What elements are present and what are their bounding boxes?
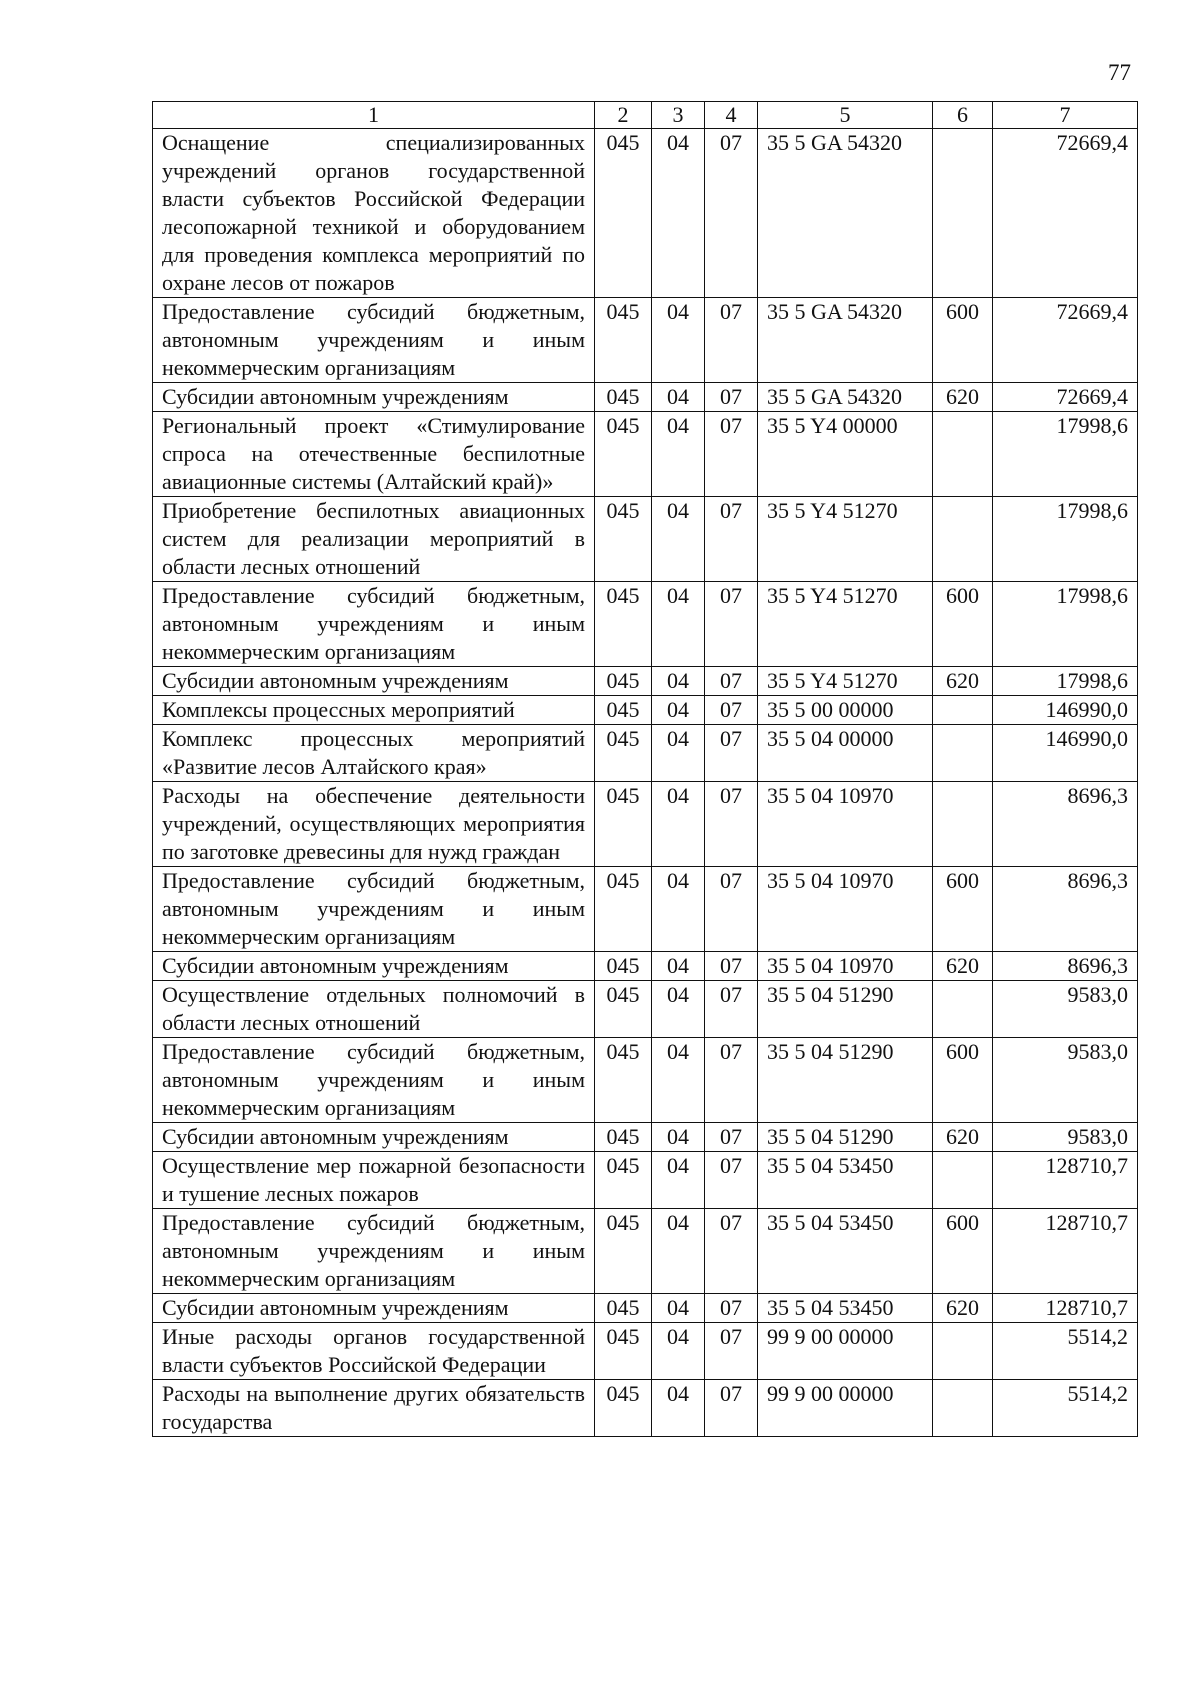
expense-type-code	[933, 129, 993, 298]
column-number-2: 2	[595, 102, 652, 129]
item-name: Субсидии автономным учреждениям	[153, 1294, 595, 1323]
ministry-code: 045	[595, 582, 652, 667]
target-article-code: 35 5 Y4 51270	[758, 497, 933, 582]
item-name: Субсидии автономным учреждениям	[153, 667, 595, 696]
expense-type-code: 600	[933, 867, 993, 952]
item-name: Комплексы процессных мероприятий	[153, 696, 595, 725]
amount: 8696,3	[993, 782, 1138, 867]
ministry-code: 045	[595, 1123, 652, 1152]
section-code: 04	[652, 1123, 705, 1152]
item-name: Осуществление отдельных полномочий в области лесных отношений	[153, 981, 595, 1038]
ministry-code: 045	[595, 696, 652, 725]
amount: 146990,0	[993, 696, 1138, 725]
ministry-code: 045	[595, 1038, 652, 1123]
target-article-code: 35 5 04 53450	[758, 1152, 933, 1209]
column-number-4: 4	[705, 102, 758, 129]
item-name: Предоставление субсидий бюджетным, автономным учреждениям и иным некоммерческим организациям	[153, 1209, 595, 1294]
table-row	[153, 782, 1138, 867]
section-code: 04	[652, 696, 705, 725]
table-row	[153, 1294, 1138, 1323]
amount: 17998,6	[993, 497, 1138, 582]
target-article-code: 35 5 04 10970	[758, 867, 933, 952]
item-name: Расходы на выполнение других обязательств государства	[153, 1380, 595, 1437]
subsection-code: 07	[705, 725, 758, 782]
expense-type-code	[933, 981, 993, 1038]
section-code: 04	[652, 298, 705, 383]
section-code: 04	[652, 667, 705, 696]
table-row	[153, 129, 1138, 298]
ministry-code: 045	[595, 412, 652, 497]
page-number: 77	[1108, 60, 1131, 85]
column-number-1: 1	[153, 102, 595, 129]
table-row	[153, 1152, 1138, 1209]
target-article-code: 35 5 04 51290	[758, 1038, 933, 1123]
amount: 17998,6	[993, 582, 1138, 667]
section-code: 04	[652, 725, 705, 782]
section-code: 04	[652, 412, 705, 497]
expense-type-code: 600	[933, 1209, 993, 1294]
subsection-code: 07	[705, 298, 758, 383]
amount: 72669,4	[993, 298, 1138, 383]
ministry-code: 045	[595, 1294, 652, 1323]
target-article-code: 35 5 04 10970	[758, 952, 933, 981]
table-row	[153, 497, 1138, 582]
item-name: Субсидии автономным учреждениям	[153, 1123, 595, 1152]
ministry-code: 045	[595, 1323, 652, 1380]
expense-type-code	[933, 1152, 993, 1209]
table-row	[153, 298, 1138, 383]
subsection-code: 07	[705, 497, 758, 582]
ministry-code: 045	[595, 667, 652, 696]
item-name: Предоставление субсидий бюджетным, автономным учреждениям и иным некоммерческим организациям	[153, 298, 595, 383]
subsection-code: 07	[705, 1152, 758, 1209]
ministry-code: 045	[595, 298, 652, 383]
ministry-code: 045	[595, 129, 652, 298]
section-code: 04	[652, 582, 705, 667]
subsection-code: 07	[705, 1323, 758, 1380]
ministry-code: 045	[595, 725, 652, 782]
amount: 5514,2	[993, 1380, 1138, 1437]
target-article-code: 35 5 04 53450	[758, 1209, 933, 1294]
column-number-row	[153, 102, 1138, 129]
target-article-code: 99 9 00 00000	[758, 1380, 933, 1437]
table-row	[153, 981, 1138, 1038]
item-name: Приобретение беспилотных авиационных систем для реализации мероприятий в области лесных отношений	[153, 497, 595, 582]
expense-type-code	[933, 725, 993, 782]
amount: 8696,3	[993, 952, 1138, 981]
expense-type-code: 600	[933, 298, 993, 383]
target-article-code: 35 5 GA 54320	[758, 129, 933, 298]
table-row	[153, 867, 1138, 952]
section-code: 04	[652, 1380, 705, 1437]
item-name: Региональный проект «Стимулирование спроса на отечественные беспилотные авиационные системы (Алтайский край)»	[153, 412, 595, 497]
section-code: 04	[652, 1294, 705, 1323]
subsection-code: 07	[705, 582, 758, 667]
amount: 17998,6	[993, 412, 1138, 497]
item-name: Оснащение специализированных учреждений органов государственной власти субъектов Российской Федерации лесопожарной техникой и оборудованием для проведения комплекса мероприятий по охране лесов от пожаров	[153, 129, 595, 298]
target-article-code: 35 5 04 51290	[758, 981, 933, 1038]
ministry-code: 045	[595, 1209, 652, 1294]
subsection-code: 07	[705, 867, 758, 952]
target-article-code: 35 5 04 53450	[758, 1294, 933, 1323]
expense-type-code	[933, 1380, 993, 1437]
section-code: 04	[652, 1209, 705, 1294]
expense-type-code	[933, 1323, 993, 1380]
subsection-code: 07	[705, 1038, 758, 1123]
item-name: Расходы на обеспечение деятельности учреждений, осуществляющих мероприятия по заготовке древесины для нужд граждан	[153, 782, 595, 867]
expense-type-code: 600	[933, 1038, 993, 1123]
section-code: 04	[652, 782, 705, 867]
subsection-code: 07	[705, 696, 758, 725]
target-article-code: 35 5 Y4 51270	[758, 582, 933, 667]
amount: 5514,2	[993, 1323, 1138, 1380]
expense-type-code: 620	[933, 1123, 993, 1152]
ministry-code: 045	[595, 383, 652, 412]
table-row	[153, 696, 1138, 725]
amount: 146990,0	[993, 725, 1138, 782]
section-code: 04	[652, 1323, 705, 1380]
expense-type-code: 620	[933, 952, 993, 981]
amount: 72669,4	[993, 383, 1138, 412]
target-article-code: 35 5 Y4 00000	[758, 412, 933, 497]
table-row	[153, 1380, 1138, 1437]
item-name: Предоставление субсидий бюджетным, автономным учреждениям и иным некоммерческим организациям	[153, 867, 595, 952]
expense-type-code: 600	[933, 582, 993, 667]
subsection-code: 07	[705, 1380, 758, 1437]
amount: 128710,7	[993, 1209, 1138, 1294]
item-name: Иные расходы органов государственной власти субъектов Российской Федерации	[153, 1323, 595, 1380]
section-code: 04	[652, 952, 705, 981]
amount: 9583,0	[993, 1038, 1138, 1123]
subsection-code: 07	[705, 952, 758, 981]
item-name: Предоставление субсидий бюджетным, автономным учреждениям и иным некоммерческим организациям	[153, 582, 595, 667]
subsection-code: 07	[705, 1294, 758, 1323]
subsection-code: 07	[705, 981, 758, 1038]
table-row	[153, 412, 1138, 497]
table-row	[153, 1038, 1138, 1123]
table-row	[153, 1209, 1138, 1294]
ministry-code: 045	[595, 497, 652, 582]
table-row	[153, 667, 1138, 696]
target-article-code: 35 5 GA 54320	[758, 298, 933, 383]
subsection-code: 07	[705, 383, 758, 412]
amount: 9583,0	[993, 981, 1138, 1038]
expense-type-code	[933, 696, 993, 725]
ministry-code: 045	[595, 1152, 652, 1209]
subsection-code: 07	[705, 1209, 758, 1294]
section-code: 04	[652, 867, 705, 952]
target-article-code: 35 5 04 51290	[758, 1123, 933, 1152]
section-code: 04	[652, 1038, 705, 1123]
section-code: 04	[652, 1152, 705, 1209]
expense-type-code: 620	[933, 667, 993, 696]
item-name: Комплекс процессных мероприятий «Развитие лесов Алтайского края»	[153, 725, 595, 782]
subsection-code: 07	[705, 667, 758, 696]
item-name: Предоставление субсидий бюджетным, автономным учреждениям и иным некоммерческим организациям	[153, 1038, 595, 1123]
subsection-code: 07	[705, 782, 758, 867]
ministry-code: 045	[595, 782, 652, 867]
amount: 128710,7	[993, 1152, 1138, 1209]
amount: 17998,6	[993, 667, 1138, 696]
section-code: 04	[652, 981, 705, 1038]
target-article-code: 35 5 00 00000	[758, 696, 933, 725]
target-article-code: 35 5 Y4 51270	[758, 667, 933, 696]
table-row	[153, 582, 1138, 667]
expense-type-code	[933, 412, 993, 497]
table-row	[153, 383, 1138, 412]
target-article-code: 35 5 04 10970	[758, 782, 933, 867]
expense-type-code	[933, 497, 993, 582]
budget-table	[152, 101, 1138, 1437]
expense-type-code: 620	[933, 383, 993, 412]
ministry-code: 045	[595, 981, 652, 1038]
subsection-code: 07	[705, 1123, 758, 1152]
ministry-code: 045	[595, 1380, 652, 1437]
subsection-code: 07	[705, 412, 758, 497]
item-name: Субсидии автономным учреждениям	[153, 952, 595, 981]
target-article-code: 35 5 04 00000	[758, 725, 933, 782]
amount: 128710,7	[993, 1294, 1138, 1323]
section-code: 04	[652, 383, 705, 412]
amount: 8696,3	[993, 867, 1138, 952]
item-name: Субсидии автономным учреждениям	[153, 383, 595, 412]
column-number-5: 5	[758, 102, 933, 129]
column-number-3: 3	[652, 102, 705, 129]
item-name: Осуществление мер пожарной безопасности и тушение лесных пожаров	[153, 1152, 595, 1209]
ministry-code: 045	[595, 952, 652, 981]
subsection-code: 07	[705, 129, 758, 298]
column-number-6: 6	[933, 102, 993, 129]
table-row	[153, 725, 1138, 782]
ministry-code: 045	[595, 867, 652, 952]
table-row	[153, 952, 1138, 981]
expense-type-code	[933, 782, 993, 867]
table-row	[153, 1123, 1138, 1152]
target-article-code: 99 9 00 00000	[758, 1323, 933, 1380]
expense-type-code: 620	[933, 1294, 993, 1323]
amount: 9583,0	[993, 1123, 1138, 1152]
column-number-7: 7	[993, 102, 1138, 129]
table-row	[153, 1323, 1138, 1380]
table-body	[153, 129, 1138, 1437]
target-article-code: 35 5 GA 54320	[758, 383, 933, 412]
section-code: 04	[652, 497, 705, 582]
section-code: 04	[652, 129, 705, 298]
amount: 72669,4	[993, 129, 1138, 298]
